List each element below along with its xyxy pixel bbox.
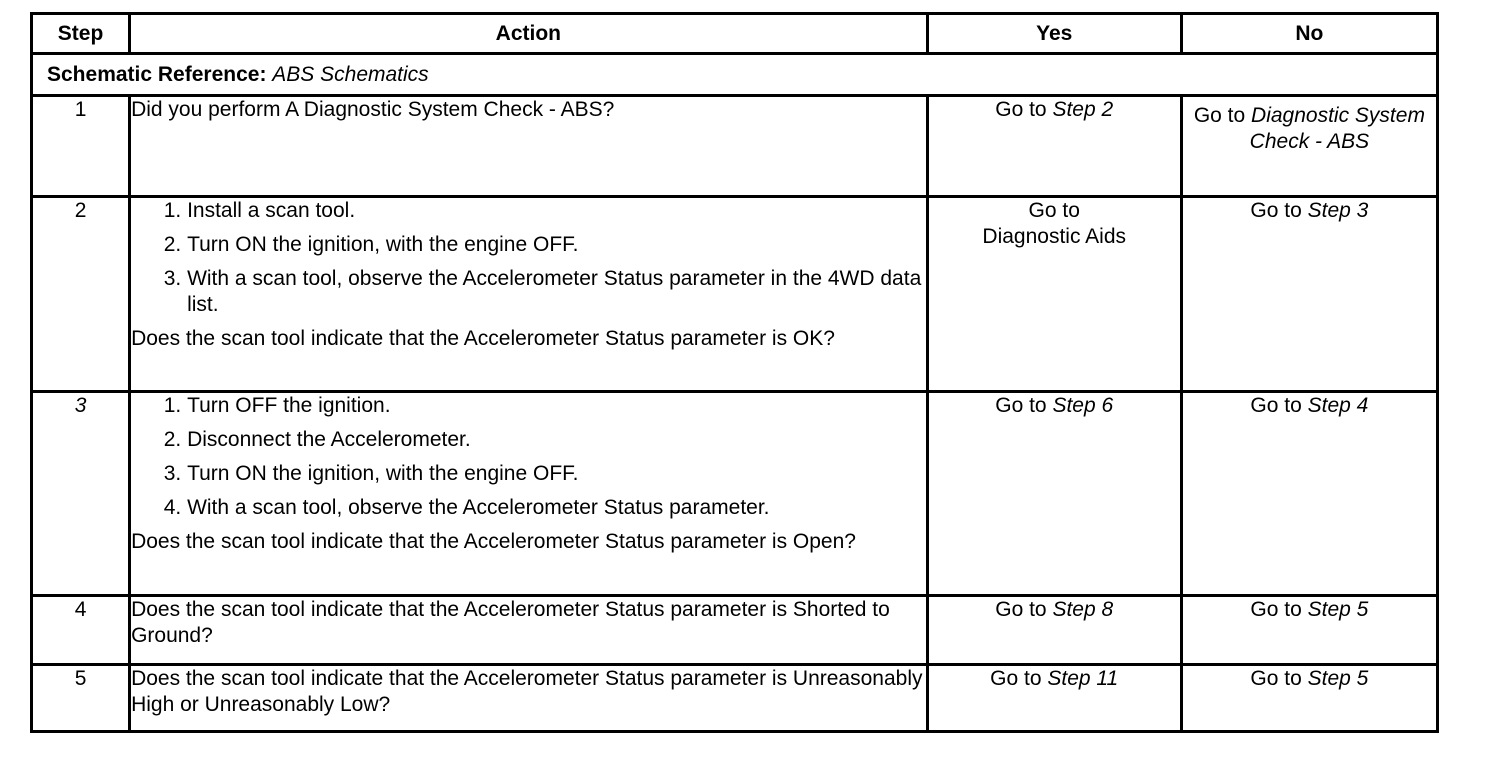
diagnostic-table — [30, 12, 1439, 733]
schematic-reference-row — [32, 54, 1438, 96]
action-cell — [130, 96, 928, 197]
yes-cell — [927, 596, 1181, 665]
header-row — [32, 14, 1438, 54]
yes-cell — [927, 96, 1181, 197]
no-cell — [1181, 197, 1437, 392]
header-action: Action — [130, 14, 928, 54]
no-cell — [1181, 96, 1437, 197]
header-step: Step — [32, 14, 130, 54]
yes-prefix: Go to — [995, 394, 1047, 417]
no-cell — [1181, 596, 1437, 665]
table-row — [32, 665, 1438, 732]
yes-target: Step 8 — [1052, 598, 1114, 621]
action-question: Does the scan tool indicate that the Accelerometer Status parameter is OK? — [131, 327, 835, 350]
no-target: Step 5 — [1307, 598, 1369, 621]
schematic-reference-label: Schematic Reference: — [47, 62, 267, 86]
header-no: No — [1181, 14, 1437, 54]
no-prefix: Go to — [1250, 394, 1302, 417]
no-cell — [1181, 392, 1437, 596]
table-row — [32, 96, 1438, 197]
action-question: Does the scan tool indicate that the Accelerometer Status parameter is Open? — [131, 530, 856, 553]
yes-target: Diagnostic Aids — [982, 225, 1126, 248]
instruction-item: 3. With a scan tool, observe the Accelerometer Status parameter in the 4WD data list. — [187, 266, 926, 318]
no-target: Step 4 — [1307, 394, 1369, 417]
header-yes: Yes — [927, 14, 1181, 54]
yes-target: Step 11 — [1047, 667, 1119, 690]
table-row — [32, 596, 1438, 665]
instruction-item: 4. With a scan tool, observe the Accelerometer Status parameter. — [187, 495, 926, 521]
no-target: Step 5 — [1307, 667, 1369, 690]
yes-prefix: Go to — [995, 98, 1047, 121]
instruction-item: 1. Turn OFF the ignition. — [187, 393, 926, 419]
yes-target: Step 6 — [1052, 394, 1114, 417]
instruction-item: 2. Disconnect the Accelerometer. — [187, 427, 926, 453]
schematic-reference — [32, 54, 1438, 96]
instruction-list — [131, 198, 926, 318]
step-number: 3 — [32, 392, 130, 596]
action-cell — [130, 392, 928, 596]
schematic-reference-link: ABS Schematics — [272, 62, 429, 86]
table-row — [32, 197, 1438, 392]
yes-cell — [927, 197, 1181, 392]
table-row — [32, 392, 1438, 596]
step-number: 5 — [32, 665, 130, 732]
yes-cell — [927, 665, 1181, 732]
yes-cell — [927, 392, 1181, 596]
no-target: Diagnostic System Check - ABS — [1249, 104, 1425, 153]
yes-prefix: Go to — [995, 598, 1047, 621]
instruction-item: 3. Turn ON the ignition, with the engine OFF. — [187, 461, 926, 487]
no-target: Step 3 — [1307, 199, 1369, 222]
action-question: Does the scan tool indicate that the Accelerometer Status parameter is Unreasonably High or Unreasonably Low? — [131, 667, 923, 716]
action-cell — [130, 665, 928, 732]
step-number: 1 — [32, 96, 130, 197]
no-prefix: Go to — [1250, 598, 1302, 621]
step-number: 4 — [32, 596, 130, 665]
action-cell — [130, 596, 928, 665]
yes-prefix: Go to — [1028, 199, 1080, 222]
no-prefix: Go to — [1193, 104, 1246, 127]
no-prefix: Go to — [1250, 199, 1302, 222]
instruction-item: 2. Turn ON the ignition, with the engine OFF. — [187, 232, 926, 258]
step-number: 2 — [32, 197, 130, 392]
action-cell — [130, 197, 928, 392]
action-question: Did you perform A Diagnostic System Check - ABS? — [131, 98, 615, 121]
no-cell — [1181, 665, 1437, 732]
action-question: Does the scan tool indicate that the Accelerometer Status parameter is Shorted to Ground? — [131, 598, 890, 647]
yes-target: Step 2 — [1052, 98, 1114, 121]
yes-prefix: Go to — [990, 667, 1042, 690]
instruction-list — [131, 393, 926, 521]
no-prefix: Go to — [1250, 667, 1302, 690]
instruction-item: 1. Install a scan tool. — [187, 198, 926, 224]
